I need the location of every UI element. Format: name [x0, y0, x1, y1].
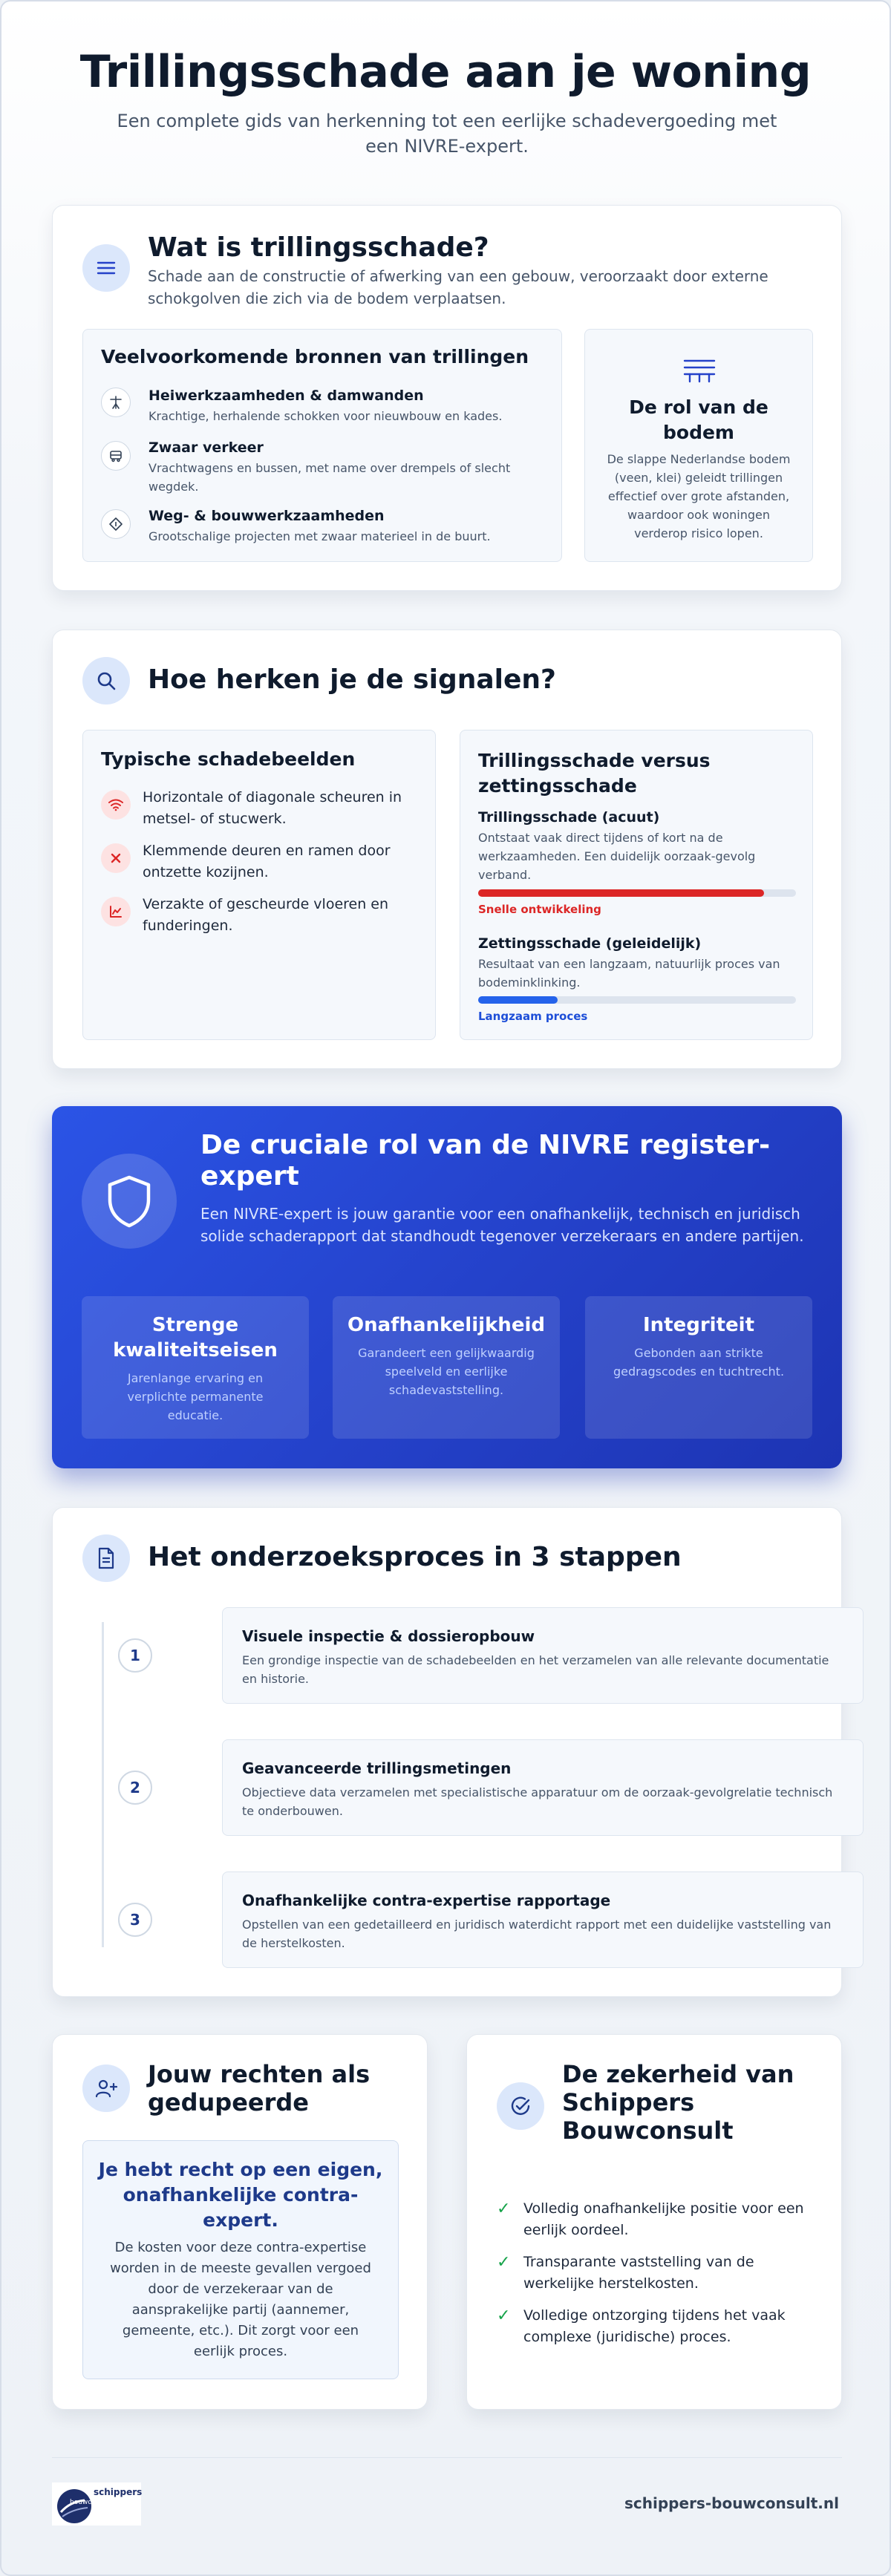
soil-panel: [584, 329, 813, 562]
page-title: Trillingsschade aan je woning: [79, 46, 812, 98]
nivre-box-desc: Jarenlange ervaring en verplichte permanente educatie.: [127, 1371, 264, 1422]
gradual-progress-fill: [478, 996, 558, 1004]
acute-title: Trillingsschade (acuut): [478, 809, 660, 826]
road-icon: [101, 509, 131, 539]
damage-item: Horizontale of diagonale scheuren in metsel- of stucwerk.: [143, 789, 402, 827]
check-icon: ✓: [497, 2253, 511, 2272]
shield-icon: [82, 1154, 177, 1249]
soil-title: De rol van de bodem: [629, 396, 768, 443]
process-card: [52, 1507, 842, 1997]
source-title: Weg- & bouwwerkzaamheden: [148, 508, 385, 524]
step-desc: Een grondige inspectie van de schadebeelden en het verzamelen van alle relevante documentatie en historie.: [242, 1653, 829, 1686]
certainty-card: [466, 2034, 842, 2410]
sources-panel: [82, 329, 562, 562]
damage-item: Klemmende deuren en ramen door ontzette kozijnen.: [143, 843, 391, 880]
timeline-line: [102, 1622, 104, 1947]
step-card: [222, 1739, 864, 1836]
step-desc: Objectieve data verzamelen met specialistische apparatuur om de oorzaak-gevolgrelatie technisch te onderbouwen.: [242, 1785, 833, 1818]
x-icon: [101, 843, 131, 873]
step-number: 1: [118, 1638, 152, 1673]
soil-desc: De slappe Nederlandse bodem (veen, klei) geleidt trillingen effectief over grote afstanden, waardoor ook woningen verderop risico lopen.: [607, 452, 791, 540]
rights-desc: De kosten voor deze contra-expertise worden in de meeste gevallen vergoed door de verzekeraar van de aansprakelijke partij (aannemer, gemeente, etc.). Dit zorgt voor een eerlijk proces.: [110, 2240, 371, 2359]
nivre-box-title: Integriteit: [643, 1314, 754, 1336]
truck-icon: [101, 441, 131, 471]
pile-driver-icon: [101, 388, 131, 417]
check-icon: ✓: [497, 2307, 511, 2325]
step-title: Onafhankelijke contra-expertise rapportage: [242, 1892, 611, 1909]
step-number: 2: [118, 1771, 152, 1805]
nivre-desc: Een NIVRE-expert is jouw garantie voor een onafhankelijk, technisch en juridisch solide schaderapport dat standhoudt tegenover verzekeraars en andere partijen.: [200, 1205, 804, 1245]
step-card: [222, 1871, 864, 1968]
step-card: [222, 1607, 864, 1704]
damage-item: Verzakte of gescheurde vloeren en funderingen.: [143, 896, 389, 934]
gradual-progress-bar: [478, 996, 796, 1004]
source-title: Zwaar verkeer: [148, 439, 264, 456]
nivre-integrity-box: [585, 1296, 812, 1439]
nivre-quality-box: [82, 1296, 309, 1439]
acute-progress-bar: [478, 889, 796, 897]
source-desc: Grootschalige projecten met zwaar materieel in de buurt.: [148, 529, 491, 543]
what-is-description: Schade aan de constructie of afwerking van een gebouw, veroorzaakt door externe schokgolven die zich via de bodem verplaatsen.: [148, 267, 768, 307]
company-logo[interactable]: [52, 2482, 141, 2526]
what-is-title: Wat is trillingsschade?: [148, 232, 489, 263]
what-is-card: [52, 205, 842, 591]
step-desc: Opstellen van een gedetailleerd en juridisch waterdicht rapport met een duidelijke vaststelling van de herstelkosten.: [242, 1918, 832, 1950]
rights-card: [52, 2034, 428, 2410]
logo-text-bottom: bouwconsult: [70, 2499, 112, 2506]
gradual-label: Langzaam proces: [478, 1010, 588, 1023]
nivre-card: [52, 1106, 842, 1468]
search-icon: [82, 657, 130, 705]
source-desc: Krachtige, herhalende schokken voor nieuwbouw en kades.: [148, 409, 503, 423]
certainty-item-text: Volledig onafhankelijke positie voor een eerlijk oordeel.: [523, 2200, 804, 2238]
acute-desc: Ontstaat vaak direct tijdens of kort na de werkzaamheden. Een duidelijk oorzaak-gevolg verband.: [478, 831, 756, 882]
acute-label: Snelle ontwikkeling: [478, 903, 601, 916]
certainty-item-text: Transparante vaststelling van de werkelijke herstelkosten.: [523, 2254, 754, 2292]
step-number: 3: [118, 1903, 152, 1937]
certainty-title: De zekerheid van Schippers Bouwconsult: [562, 2060, 794, 2145]
acute-progress-fill: [478, 889, 764, 897]
gradual-desc: Resultaat van een langzaam, natuurlijk proces van bodeminklinking.: [478, 957, 780, 990]
source-title: Heiwerkzaamheden & damwanden: [148, 388, 424, 404]
sources-title: Veelvoorkomende bronnen van trillingen: [101, 346, 529, 367]
gradual-title: Zettingsschade (geleidelijk): [478, 935, 702, 952]
damage-panel: [82, 730, 436, 1040]
user-plus-icon: [82, 2065, 130, 2112]
rights-title: Jouw rechten als gedupeerde: [148, 2060, 371, 2116]
nivre-independence-box: [333, 1296, 560, 1439]
page-subtitle: Een complete gids van herkenning tot een eerlijke schadevergoeding met een NIVRE-expert.: [117, 111, 777, 157]
nivre-title: De cruciale rol van de NIVRE register-expert: [200, 1130, 771, 1191]
nivre-box-desc: Garandeert een gelijkwaardig speelveld en eerlijke schadevaststelling.: [358, 1346, 535, 1397]
compare-panel: [460, 730, 813, 1040]
footer-divider: [52, 2457, 842, 2458]
rights-highlight: Je hebt recht op een eigen, onafhankelijke contra-expert.: [98, 2159, 383, 2231]
step-title: Geavanceerde trillingsmetingen: [242, 1759, 512, 1777]
signals-title: Hoe herken je de signalen?: [148, 664, 556, 695]
compare-title: Trillingsschade versus zettingsschade: [478, 750, 711, 797]
check-circle-icon: [497, 2082, 544, 2130]
certainty-item-text: Volledige ontzorging tijdens het vaak complexe (juridische) proces.: [523, 2307, 786, 2345]
wifi-icon: [101, 790, 131, 820]
nivre-box-desc: Gebonden aan strikte gedragscodes en tuchtrecht.: [613, 1346, 785, 1379]
menu-icon: [82, 244, 130, 292]
check-icon: ✓: [497, 2200, 511, 2218]
process-title: Het onderzoeksproces in 3 stappen: [148, 1542, 682, 1572]
nivre-box-title: Strenge kwaliteitseisen: [113, 1314, 278, 1361]
damage-title: Typische schadebeelden: [101, 748, 356, 770]
ground-layers-icon: [683, 356, 716, 386]
source-desc: Vrachtwagens en bussen, met name over drempels of slecht wegdek.: [148, 461, 511, 494]
document-icon: [82, 1534, 130, 1582]
chart-icon: [101, 897, 131, 926]
nivre-box-title: Onafhankelijkheid: [347, 1314, 545, 1336]
website-link[interactable]: schippers-bouwconsult.nl: [624, 2494, 839, 2512]
logo-text-top: schippers: [94, 2487, 143, 2497]
rights-highlight-panel: [82, 2140, 399, 2379]
step-title: Visuele inspectie & dossieropbouw: [242, 1627, 535, 1645]
signals-card: [52, 630, 842, 1069]
